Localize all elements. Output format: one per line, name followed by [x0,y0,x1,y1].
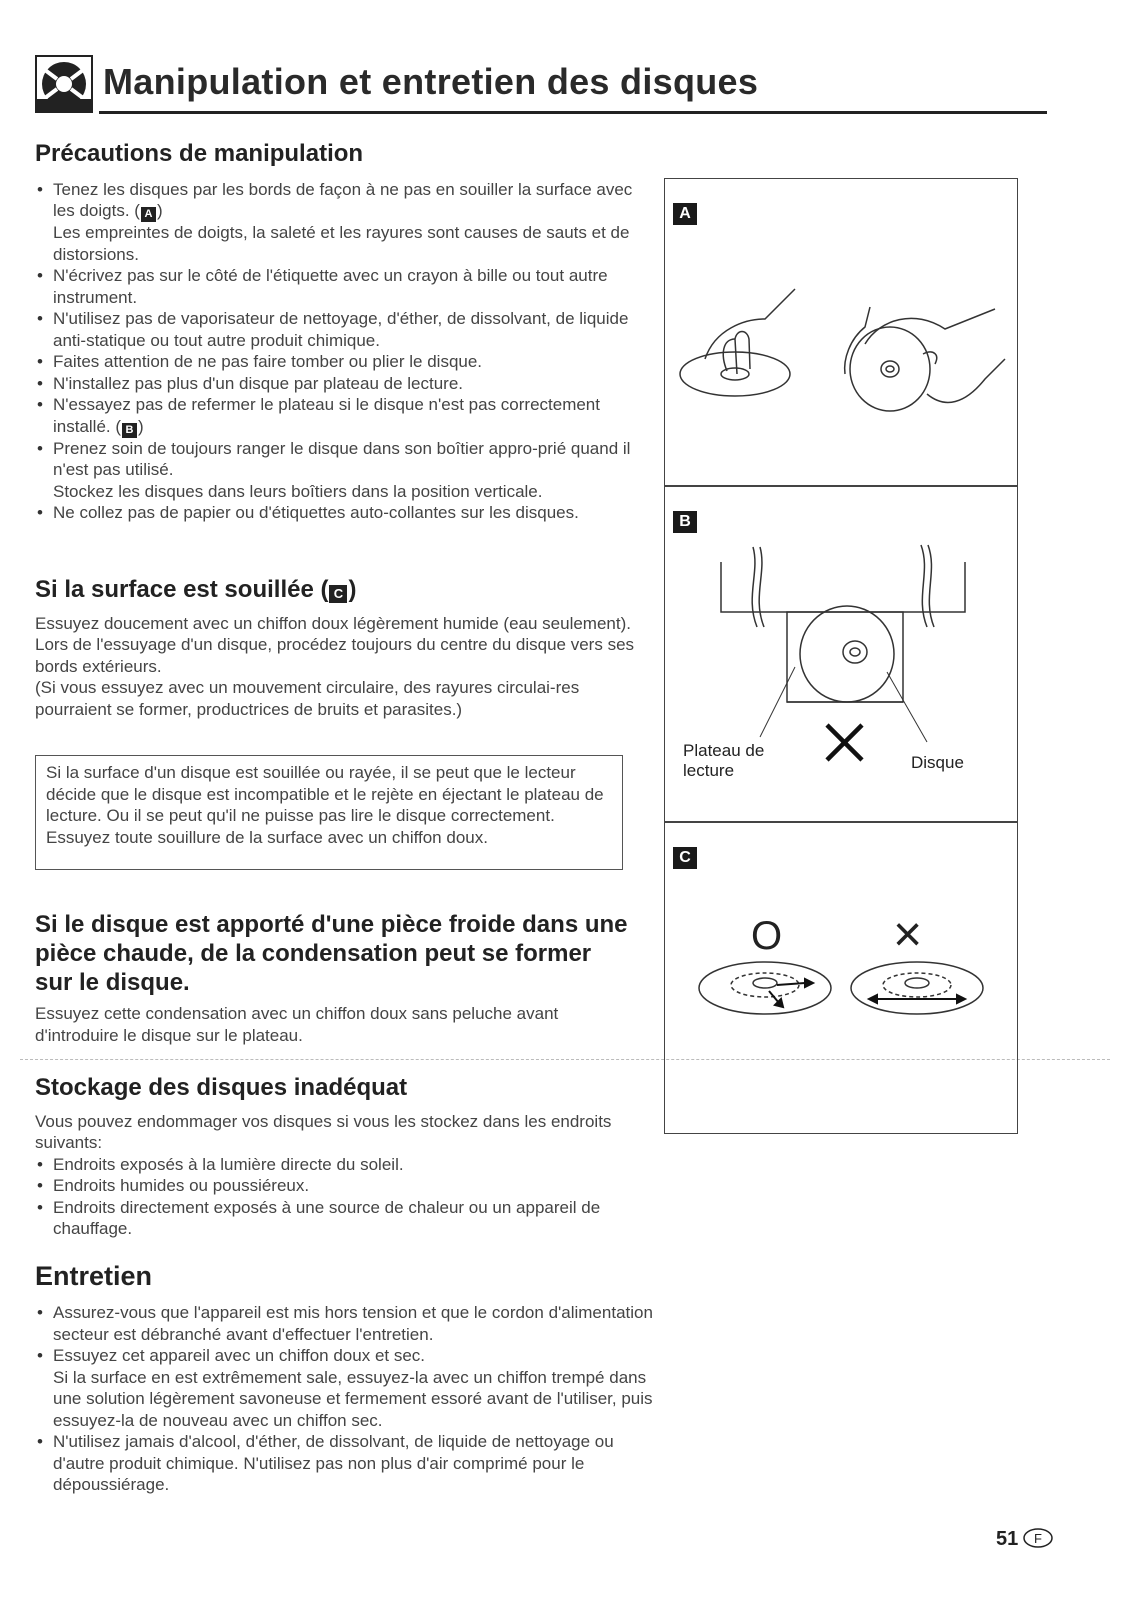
page-number: 51 [996,1528,1019,1550]
storage-section [35,1074,655,1240]
list-item: • Endroits exposés à la lumière directe du soleil. [35,1154,655,1176]
list-item: • Endroits humides ou poussiéreux. [35,1175,655,1197]
list-item: • N'installez pas plus d'un disque par plateau de lecture. [35,373,655,395]
language-badge-icon [1022,1527,1054,1549]
storage-intro: Vous pouvez endommager vos disques si vous les stockez dans les endroits suivants: [35,1111,612,1153]
page-header [35,55,1015,117]
surface-text-1: Essuyez doucement avec un chiffon doux légèrement humide (eau seulement). [35,613,631,633]
condensation-heading: Si le disque est apporté d'une pièce froide dans une pièce chaude, de la condensation peut se former sur le disque. [35,911,628,996]
incorrect-mark-icon: × [893,906,923,962]
precautions-section [35,140,655,524]
figure-a-panel [664,178,1018,486]
list-item: • Faites attention de ne pas faire tomber ou plier le disque. [35,351,655,373]
figure-b-panel [664,486,1018,822]
figure-b-tag: B [673,511,697,533]
maintenance-heading: Entretien [35,1261,153,1291]
figure-a-tag: A [673,203,697,225]
condensation-section [35,910,635,1046]
list-item: • N'écrivez pas sur le côté de l'étiquette avec un crayon à bille ou tout autre instrument. [35,265,655,308]
figure-a-ref-icon: A [141,207,156,222]
surface-text-3: (Si vous essuyez avec un mouvement circulaire, des rayures circulai-res pourraient se former, productrices de bruits et parasites.) [35,678,580,719]
surface-heading: Si la surface est souillée ( C ) [35,576,357,603]
disc-label: Disque [911,753,964,772]
list-item: • Endroits directement exposés à une source de chaleur ou un appareil de chauffage. [35,1197,655,1240]
list-item: • Prenez soin de toujours ranger le disque dans son boîtier appro-prié quand il n'est pas utilisé. Stockez les disques dans leurs boîtiers dans la position verticale. [35,438,655,503]
maintenance-section [35,1260,655,1496]
surface-text-2: Lors de l'essuyage d'un disque, procédez toujours du centre du disque vers ses bords extérieurs. [35,635,635,676]
list-item: • N'essayez pas de refermer le plateau si le disque n'est pas correctement installé. ( B ) [35,394,655,438]
note-text: Si la surface d'un disque est souillée ou rayée, il se peut que le lecteur décide que le disque est incompatible et le rejète en éjectant le plateau de lecture. Ou il se peut qu'il ne puisse pas lire le disque correctement. Essuyez toute souillure de la surface avec un chiffon doux. [46,763,604,847]
correct-mark-icon: O [751,914,783,958]
tray-label: Plateau de lecture [683,741,765,780]
figure-c-ref-icon: C [329,585,347,603]
list-item: • Tenez les disques par les bords de façon à ne pas en souiller la surface avec les doigts. ( A ) Les empreintes de doigts, la saleté et les rayures sont causes de sauts et de distorsions. [35,179,655,266]
page-title: Manipulation et entretien des disques [103,61,759,102]
figure-c-tag: C [673,847,697,869]
storage-heading: Stockage des disques inadéquat [35,1074,408,1101]
title-underline [99,111,1047,114]
precautions-heading: Précautions de manipulation [35,140,364,167]
list-item: • Assurez-vous que l'appareil est mis hors tension et que le cordon d'alimentation secteur est débranché avant d'effectuer l'entretien. [35,1302,655,1345]
disc-handling-illustration [665,179,1019,487]
list-item: • Essuyez cet appareil avec un chiffon doux et sec. Si la surface en est extrêmement sale, essuyez-la avec un chiffon trempé dans une solution légèrement savoneuse et fermement essoré avant de l'utiliser, puis essuyez-la de nouveau avec un chiffon sec. [35,1345,655,1431]
figure-b-ref-icon: B [122,423,137,438]
note-box [35,755,623,870]
condensation-text: Essuyez cette condensation avec un chiffon doux sans peluche avant d'introduire le disque sur le plateau. [35,1004,559,1045]
figure-c-panel [664,822,1018,1134]
storage-list [35,1154,655,1240]
wiping-direction-illustration [665,823,1019,1135]
maintenance-list [35,1302,655,1496]
list-item: • Ne collez pas de papier ou d'étiquettes auto-collantes sur les disques. [35,502,655,524]
surface-section [35,576,655,720]
list-item: • N'utilisez jamais d'alcool, d'éther, de dissolvant, de liquide de nettoyage ou d'autre produit chimique. N'utilisez pas non plus d'air comprimé pour le dépoussiérage. [35,1431,655,1496]
list-item: • N'utilisez pas de vaporisateur de nettoyage, d'éther, de dissolvant, de liquide anti-statique ou tout autre produit chimique. [35,308,655,351]
language-code: F [1034,1531,1042,1546]
precautions-list [35,179,655,524]
disc-care-icon [35,55,93,113]
